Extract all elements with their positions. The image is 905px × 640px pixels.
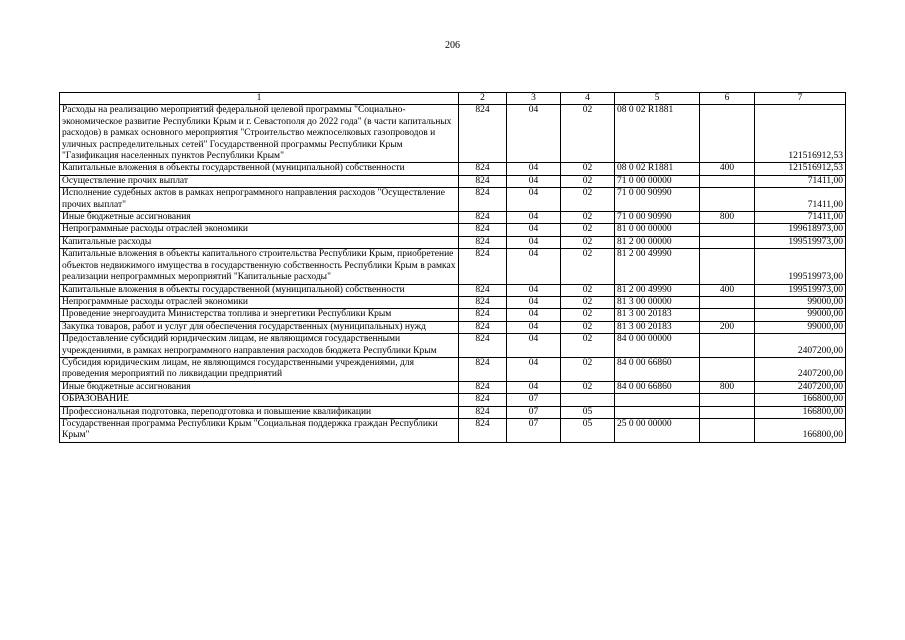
row-subsection: 02	[561, 249, 615, 284]
row-section: 04	[507, 163, 561, 175]
row-section: 04	[507, 334, 561, 358]
row-subsection: 02	[561, 296, 615, 308]
row-amount: 71411,00	[755, 188, 846, 212]
row-amount: 121516912,53	[755, 105, 846, 163]
row-grbs: 824	[459, 284, 507, 296]
row-expense-type: 400	[700, 163, 755, 175]
row-amount: 71411,00	[755, 212, 846, 224]
row-name: Непрограммные расходы отраслей экономики	[60, 296, 459, 308]
row-target-article	[615, 406, 700, 418]
row-subsection: 02	[561, 175, 615, 187]
row-expense-type: 200	[700, 321, 755, 333]
table-row	[60, 334, 846, 358]
table-row	[60, 406, 846, 418]
row-target-article: 81 2 00 00000	[615, 236, 700, 248]
header-row	[60, 93, 846, 105]
row-name: Исполнение судебных актов в рамках непрограммного направления расходов "Осуществление прочих выплат"	[60, 188, 459, 212]
row-name: Непрограммные расходы отраслей экономики	[60, 224, 459, 236]
row-amount: 2407200,00	[755, 334, 846, 358]
table-row	[60, 224, 846, 236]
row-target-article: 71 0 00 90990	[615, 212, 700, 224]
row-grbs: 824	[459, 418, 507, 442]
row-name: Капитальные вложения в объекты государственной (муниципальной) собственности	[60, 284, 459, 296]
col-header-4: 4	[561, 93, 615, 105]
row-subsection: 02	[561, 224, 615, 236]
table-row	[60, 357, 846, 381]
row-target-article: 81 2 00 49990	[615, 284, 700, 296]
row-section: 04	[507, 105, 561, 163]
row-amount: 199618973,00	[755, 224, 846, 236]
row-target-article: 84 0 00 66860	[615, 357, 700, 381]
row-subsection: 02	[561, 284, 615, 296]
row-name: Профессиональная подготовка, переподготовка и повышение квалификации	[60, 406, 459, 418]
row-name: Иные бюджетные ассигнования	[60, 212, 459, 224]
table-row	[60, 321, 846, 333]
row-amount: 99000,00	[755, 296, 846, 308]
row-subsection: 02	[561, 188, 615, 212]
row-section: 04	[507, 284, 561, 296]
row-target-article: 71 0 00 90990	[615, 188, 700, 212]
row-grbs: 824	[459, 357, 507, 381]
row-name: Закупка товаров, работ и услуг для обеспечения государственных (муниципальных) нужд	[60, 321, 459, 333]
table-body	[60, 93, 846, 443]
row-expense-type	[700, 236, 755, 248]
row-amount: 99000,00	[755, 309, 846, 321]
row-grbs: 824	[459, 236, 507, 248]
row-grbs: 824	[459, 212, 507, 224]
row-subsection: 02	[561, 381, 615, 393]
row-amount: 99000,00	[755, 321, 846, 333]
row-section: 04	[507, 175, 561, 187]
col-header-3: 3	[507, 93, 561, 105]
row-expense-type	[700, 357, 755, 381]
row-amount: 166800,00	[755, 394, 846, 406]
row-name: Расходы на реализацию мероприятий федеральной целевой программы "Социально-экономическое развитие Республики Крым и г. Севастополя до 2022 года" (в части капитальных расходов) в рамках основного мероприятия "Строительство межпоселковых газопроводов и уличных распределительных сетей" Государственной программы Республики Крым "Газификация населенных пунктов Республики Крым"	[60, 105, 459, 163]
row-section: 04	[507, 296, 561, 308]
row-target-article: 71 0 00 00000	[615, 175, 700, 187]
row-grbs: 824	[459, 175, 507, 187]
row-grbs: 824	[459, 394, 507, 406]
row-amount: 71411,00	[755, 175, 846, 187]
budget-table	[59, 92, 846, 443]
row-grbs: 824	[459, 296, 507, 308]
row-name: Капитальные вложения в объекты государственной (муниципальной) собственности	[60, 163, 459, 175]
row-subsection	[561, 394, 615, 406]
row-grbs: 824	[459, 321, 507, 333]
row-section: 07	[507, 418, 561, 442]
row-name: Предоставление субсидий юридическим лицам, не являющимся государственными учреждениями, в рамках непрограммного направления расходов бюджета Республики Крым	[60, 334, 459, 358]
row-section: 04	[507, 236, 561, 248]
row-grbs: 824	[459, 163, 507, 175]
row-target-article: 81 0 00 00000	[615, 224, 700, 236]
row-name: Иные бюджетные ассигнования	[60, 381, 459, 393]
row-amount: 166800,00	[755, 406, 846, 418]
row-subsection: 05	[561, 418, 615, 442]
row-expense-type	[700, 105, 755, 163]
row-grbs: 824	[459, 188, 507, 212]
row-amount: 199519973,00	[755, 284, 846, 296]
row-expense-type	[700, 188, 755, 212]
row-name: Капитальные расходы	[60, 236, 459, 248]
row-amount: 199519973,00	[755, 249, 846, 284]
row-expense-type	[700, 394, 755, 406]
row-grbs: 824	[459, 249, 507, 284]
row-amount: 121516912,53	[755, 163, 846, 175]
row-subsection: 02	[561, 357, 615, 381]
row-expense-type	[700, 418, 755, 442]
row-name: Капитальные вложения в объекты капитального строительства Республики Крым, приобретение объектов недвижимого имущества в государственную собственность Республики Крым в рамках реализации непрограммных мероприятий "Капитальные расходы"	[60, 249, 459, 284]
row-subsection: 02	[561, 334, 615, 358]
row-subsection: 02	[561, 309, 615, 321]
row-name: Проведение энергоаудита Министерства топлива и энергетики Республики Крым	[60, 309, 459, 321]
table-row	[60, 418, 846, 442]
row-target-article: 84 0 00 66860	[615, 381, 700, 393]
row-target-article: 81 3 00 00000	[615, 296, 700, 308]
row-subsection: 02	[561, 212, 615, 224]
col-header-2: 2	[459, 93, 507, 105]
col-header-5: 5	[615, 93, 700, 105]
row-name: Государственная программа Республики Крым "Социальная поддержка граждан Республики Крым"	[60, 418, 459, 442]
row-target-article	[615, 394, 700, 406]
row-amount: 2407200,00	[755, 381, 846, 393]
col-header-7: 7	[755, 93, 846, 105]
row-subsection: 05	[561, 406, 615, 418]
row-subsection: 02	[561, 321, 615, 333]
row-expense-type	[700, 296, 755, 308]
table-row	[60, 175, 846, 187]
row-section: 04	[507, 224, 561, 236]
row-target-article: 25 0 00 00000	[615, 418, 700, 442]
table-row	[60, 309, 846, 321]
table-row	[60, 394, 846, 406]
table-row	[60, 188, 846, 212]
row-section: 04	[507, 188, 561, 212]
col-header-1: 1	[60, 93, 459, 105]
table-row	[60, 296, 846, 308]
row-target-article: 81 2 00 49990	[615, 249, 700, 284]
row-expense-type	[700, 334, 755, 358]
row-expense-type	[700, 175, 755, 187]
row-section: 04	[507, 357, 561, 381]
row-amount: 166800,00	[755, 418, 846, 442]
row-subsection: 02	[561, 163, 615, 175]
row-subsection: 02	[561, 105, 615, 163]
row-target-article: 81 3 00 20183	[615, 309, 700, 321]
table-row	[60, 212, 846, 224]
row-target-article: 08 0 02 R1881	[615, 163, 700, 175]
table-row	[60, 284, 846, 296]
row-section: 04	[507, 212, 561, 224]
table-row	[60, 163, 846, 175]
row-section: 04	[507, 249, 561, 284]
row-name: Осуществление прочих выплат	[60, 175, 459, 187]
row-name: Субсидия юридическим лицам, не являющимся государственными учреждениями, для проведения мероприятий по ликвидации предприятий	[60, 357, 459, 381]
row-target-article: 84 0 00 00000	[615, 334, 700, 358]
row-grbs: 824	[459, 406, 507, 418]
row-grbs: 824	[459, 309, 507, 321]
row-grbs: 824	[459, 381, 507, 393]
row-expense-type	[700, 406, 755, 418]
table-row	[60, 249, 846, 284]
row-section: 04	[507, 381, 561, 393]
row-expense-type	[700, 224, 755, 236]
row-subsection: 02	[561, 236, 615, 248]
table-row	[60, 381, 846, 393]
row-section: 04	[507, 321, 561, 333]
row-expense-type: 800	[700, 381, 755, 393]
row-grbs: 824	[459, 334, 507, 358]
row-section: 07	[507, 394, 561, 406]
table-row	[60, 236, 846, 248]
row-section: 07	[507, 406, 561, 418]
row-name: ОБРАЗОВАНИЕ	[60, 394, 459, 406]
table-row	[60, 105, 846, 163]
row-expense-type: 800	[700, 212, 755, 224]
row-expense-type	[700, 309, 755, 321]
row-section: 04	[507, 309, 561, 321]
row-target-article: 08 0 02 R1881	[615, 105, 700, 163]
row-grbs: 824	[459, 105, 507, 163]
row-amount: 199519973,00	[755, 236, 846, 248]
row-grbs: 824	[459, 224, 507, 236]
row-expense-type: 400	[700, 284, 755, 296]
row-target-article: 81 3 00 20183	[615, 321, 700, 333]
page-number: 206	[445, 40, 460, 51]
col-header-6: 6	[700, 93, 755, 105]
row-expense-type	[700, 249, 755, 284]
row-amount: 2407200,00	[755, 357, 846, 381]
